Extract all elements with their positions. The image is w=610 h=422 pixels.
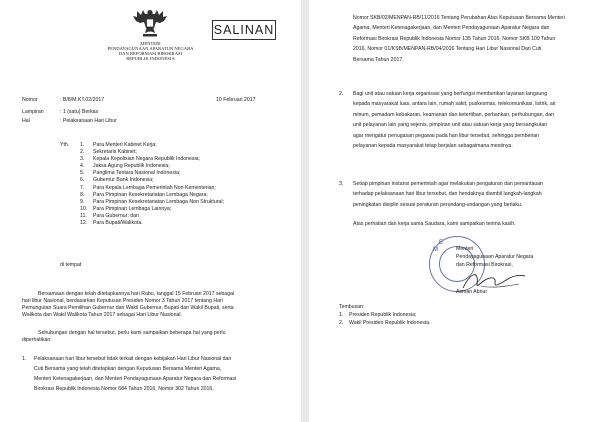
point-3-text — [353, 181, 543, 209]
paragraph-line: kepada masyarakat luas, antara lain, rumah sakit, puskesmas, telekomunikasi, listrik, air — [353, 101, 556, 108]
paragraph-line: minum, pemadam kebakaran, keamanan dan ketertiban, perbankan, perhubungan, dan — [353, 111, 555, 118]
header-line-1: MENTERI — [140, 41, 161, 46]
nomor-value: : B/8/M.KT.02/2017 — [60, 97, 105, 103]
lampiran-label: Lampiran — [22, 109, 44, 115]
recipient-item: 10. Para Pimpinan Lembaga Lainnya; — [80, 205, 172, 212]
point-1-text — [34, 356, 236, 393]
paragraph-line: Menteri Ketenagakerjaan, dan Menteri Pendayagunaan Aparatur Negara dan Reformasi — [34, 376, 237, 383]
paragraph-line: Setiap pimpinan instansi pemerintah agar melakukan pengaturan dan pemantauan — [353, 181, 544, 187]
paragraph-line: Bersamaan dengan telah ditetapkannya hari Rabu, tanggal 15 Februari 2017 sebagai — [38, 291, 235, 297]
hal-label: Hal — [22, 118, 30, 124]
signatory-title-2: Pendayagunaan Aparatur Negara — [456, 254, 534, 260]
paragraph-line: Bersama Tahun 2017. — [353, 56, 404, 63]
point-1-number: 1. — [22, 356, 27, 362]
paragraph-line: Pelaksanaan hari libur tersebut tidak terkait dengan kebijakan Hari Libur Nasional dan — [34, 356, 232, 362]
garuda-emblem-icon — [132, 6, 168, 40]
paragraph-line: terhadap pelaksanaan hari libur tersebut, dan hendaknya diambil langkah-langkah — [353, 191, 542, 198]
recipient-item: 2. Sekretaris Kabinet; — [80, 149, 137, 156]
recipient-item: 3. Kepala Kepolisian Negara Republik Indonesia; — [80, 156, 200, 163]
recipient-item: 9. Para Pimpinan Kesekretariatan Lembaga Non Struktural; — [80, 198, 224, 205]
recipient-item: 12. Para Bupati/Walikota. — [80, 220, 143, 227]
header-line-2: PENDAYAGUNAAN APARATUR NEGARA — [107, 46, 194, 51]
paragraph-line: Cuti Bersama yang telah ditetapkan dengan Keputusan Bersama Menteri Agama, — [34, 366, 222, 373]
closing-sentence: Atas perhatian dan kerja sama Saudara, kami sampaikan terima kasih. — [353, 221, 516, 227]
paragraph-line: diperhatikan: — [22, 337, 52, 344]
paragraph-line: hari libur Nasional, berdasarkan Keputusan Presiden Nomor 3 Tahun 2017 tentang Hari — [22, 298, 223, 305]
header-line-3: DAN REFORMASI BIROKRASI — [118, 51, 183, 56]
tembusan-label: Tembusan: — [339, 304, 365, 310]
tembusan-item: 1. Presiden Republik Indonesia; — [339, 312, 417, 318]
tembusan-item: 2. Wakil Presiden Republik Indonesia. — [339, 320, 431, 326]
recipient-item: 11. Para Gubernur; dan — [80, 212, 139, 219]
yth-label: Yth. — [60, 142, 70, 148]
paragraph-line: Agama, Menteri Ketenagakerjaan, dan Menteri Pendayagunaan Aparatur Negara dan — [353, 25, 550, 32]
point-3-number: 3. — [339, 181, 344, 187]
paragraph-2 — [22, 330, 225, 344]
paragraph-line: Walikota dan Wakil Walikota Tahun 2017 sebagai Hari Libur Nasional. — [22, 312, 182, 319]
paragraph-line: Pemungutan Suara Pemilihan Gubernur dan Wakil Gubernur, Bupati dan Wakil Bupati, serta — [22, 305, 234, 312]
hal-value: : Pelaksanaan Hari Libur — [60, 118, 117, 124]
nomor-label: Nomor — [22, 97, 38, 103]
point-1-continued — [353, 15, 565, 64]
recipient-item: 1. Para Menteri Kabinet Kerja; — [80, 142, 157, 148]
official-seal-icon: M E — [429, 236, 485, 292]
recipient-place: di tempat — [60, 262, 82, 268]
recipient-list — [80, 142, 224, 227]
paragraph-line: pelayanan kepada masyarakat tetap berjalan sebagaimana mestinya. — [353, 143, 513, 150]
letter-page-1 — [0, 0, 301, 422]
paragraph-line: agar mengatur penugasan pegawai pada hari libur tersebut, sehingga pemberian — [353, 132, 540, 139]
paragraph-line: Nomor SKB/02/MENPAN-RB/11/2016 Tentang Perubahan Atas Keputusan Bersama Menteri — [353, 15, 565, 21]
recipient-item: 5. Panglima Tentara Nasional Indonesia; — [80, 170, 181, 177]
signatory-title-1: Menteri — [456, 246, 474, 252]
paragraph-line: 2016, Nomor 01/KSB/MENPAN-RB/04/2016 Tentang Hari Libur Nasional Dan Cuti — [353, 46, 542, 53]
paragraph-line: Sehubungan dengan hal tersebut, perlu kami sampaikan beberapa hal yang perlu — [38, 330, 226, 336]
paragraph-line: Reformasi Birokrasi Republik Indonesia Nomor 135 Tahun 2016, Nomor SKB 109 Tahun — [353, 35, 556, 42]
signatory-name: Asman Abnur — [456, 289, 488, 295]
paragraph-line: Bagi unit atau satuan kerja organisasi yang berfungsi memberikan layanan langsung — [353, 91, 548, 97]
recipient-item: 4. Jaksa Agung Republik Indonesia; — [80, 163, 170, 170]
letter-date: 10 Februari 2017 — [216, 97, 256, 103]
recipient-item: 8. Para Pimpinan Kesekretariatan Lembaga Negara; — [80, 191, 208, 198]
lampiran-value: : 1 (satu) Berkas — [60, 109, 99, 115]
salinan-stamp: SALINAN — [212, 20, 276, 40]
header-line-4: REPUBLIK INDONESIA — [126, 56, 175, 61]
letter-page-2 — [309, 0, 610, 422]
paragraph-line: unit pelayanan lain yang sejenis, pimpinan unit atau satuan kerja yang bersangkutan — [353, 122, 548, 129]
paragraph-1 — [22, 291, 234, 319]
paragraph-line: peningkatan disiplin sesuai peraturan perundang-undangan yang berlaku. — [353, 201, 523, 208]
recipient-item: 6. Gubernur Bank Indonesia; — [80, 177, 154, 184]
point-2-number: 2. — [339, 91, 344, 97]
point-2-text — [353, 91, 556, 151]
signatory-title-3: dan Reformasi Birokrasi, — [456, 262, 513, 268]
recipient-item: 7. Para Kepala Lembaga Pemerintah Non Kementerian; — [80, 184, 216, 191]
paragraph-line: Birokrasi Republik Indonesia Nomor 684 Tahun 2016, Nomor 302 Tahun 2016, — [34, 386, 214, 393]
